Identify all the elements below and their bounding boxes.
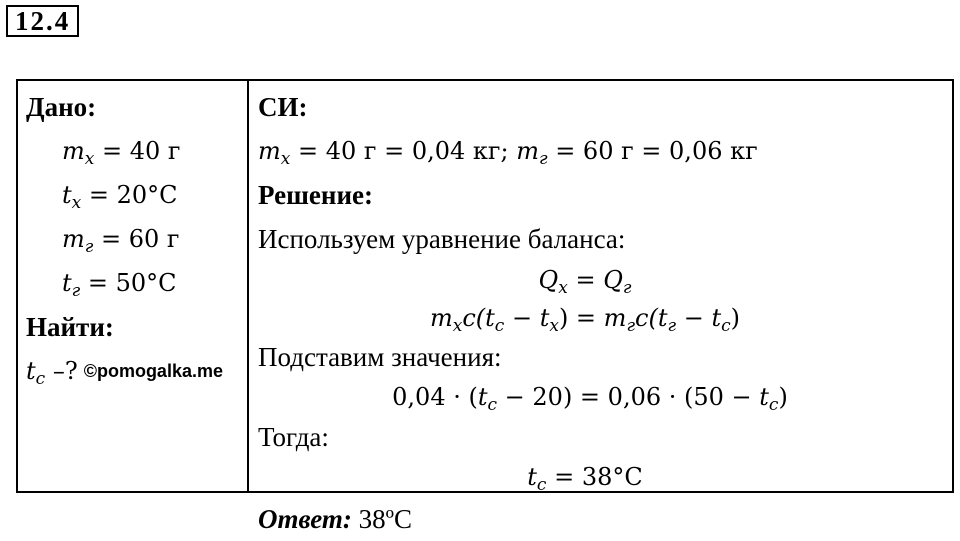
heat-equation: $m_xc(t_с - t_x) = m_гc(t_г - t_с)$ (429, 304, 741, 336)
answer-label: Ответ: (258, 504, 352, 534)
given-mass-water: $m_x = 40$ г (62, 137, 181, 169)
solution-heading: Решение: (258, 180, 373, 210)
answer-value: 38ºC (351, 504, 412, 534)
given-temp-hot: $t_г = 50^\circ C$ (62, 269, 177, 301)
given-mass-hot: $m_г = 60$ г (62, 225, 180, 257)
find-heading: Найти: (26, 312, 114, 342)
si-heading: СИ: (258, 92, 308, 122)
substituted-equation: $0,04 \cdot (t_с - 20) = 0,06 \cdot (50 - t_с)$ (392, 383, 788, 415)
solution-column (249, 81, 952, 534)
given-column (18, 81, 249, 491)
watermark: ©pomogalka.me (83, 361, 223, 381)
result-equation: $t_с = 38^\circ C$ (527, 463, 643, 495)
balance-equation: $Q_x = Q_г$ (538, 266, 632, 298)
find-unknown: $t_с$ –? ©pomogalka.me (26, 357, 223, 389)
given-heading: Дано: (26, 92, 97, 122)
solution-intro: Используем уравнение баланса: (258, 224, 626, 254)
si-conversion: $m_x = 40$ г = 0,04 кг; $m_г = 60$ г = 0,06 кг (258, 137, 758, 169)
given-temp-water: $t_x = 20^\circ C$ (62, 181, 178, 213)
solution-table (16, 79, 954, 534)
substitute-text: Подставим значения: (258, 342, 502, 372)
then-text: Тогда: (258, 422, 329, 452)
problem-number: 12.4 (6, 5, 79, 37)
answer-line (258, 497, 952, 541)
